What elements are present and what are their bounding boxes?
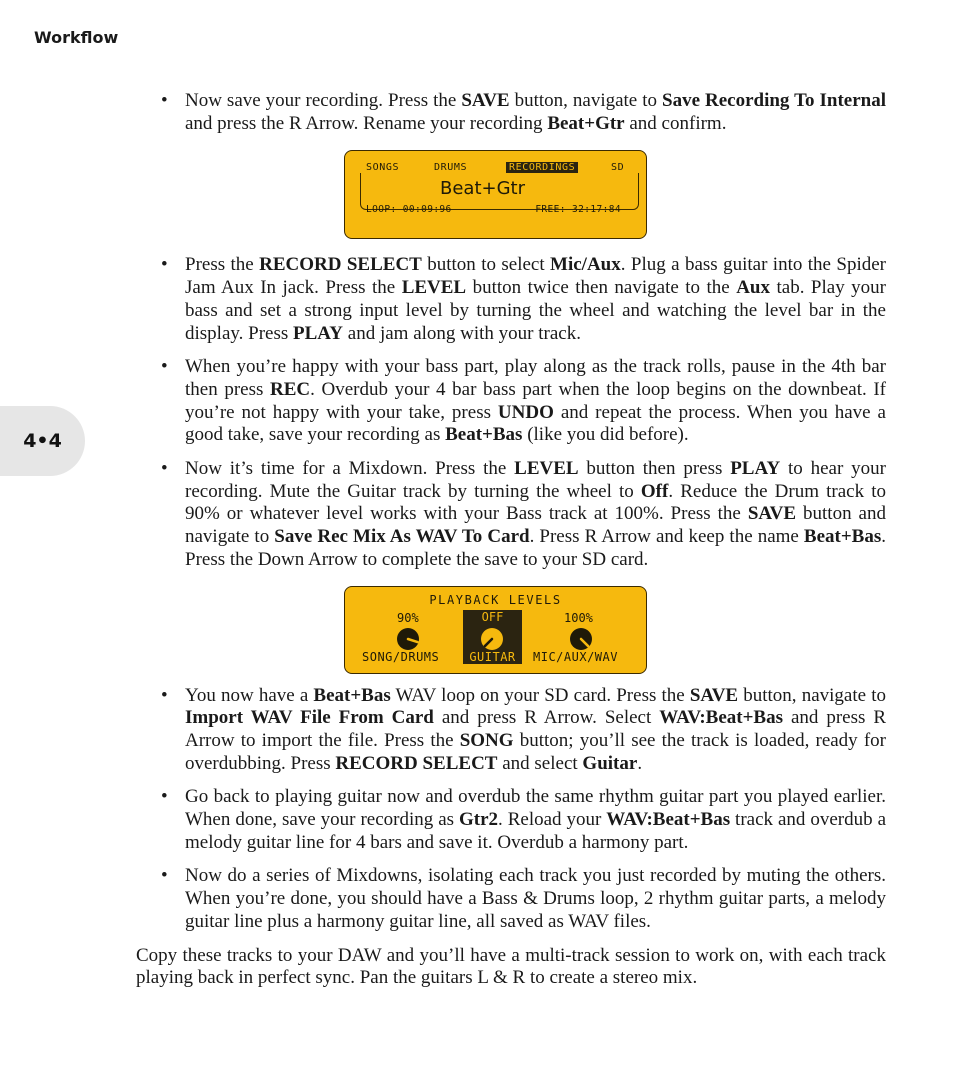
text: to hear your recording. Mute the Guitar track by turning the wheel to: [185, 458, 886, 502]
text: and press the R Arrow. Rename your recording: [185, 112, 548, 134]
text: button to select: [421, 254, 551, 276]
strong: PLAY: [293, 322, 344, 344]
text: button, navigate to: [738, 684, 886, 706]
strong: Gtr2: [458, 809, 499, 831]
strong: Import WAV File From Card: [185, 707, 434, 729]
text: You now have a: [185, 684, 314, 706]
text: button, navigate to: [509, 90, 662, 111]
text: and select: [497, 752, 583, 774]
strong: RECORD SELECT: [335, 752, 498, 774]
text: Go back to playing guitar now and overdub the same rhythm guitar part you played earlier. When done, save your recording as: [185, 786, 886, 831]
text: button and navigate to: [185, 503, 886, 548]
text: When you’re happy with your bass part, play along as the track rolls, pause in the 4th bar then press: [185, 356, 886, 400]
bullet-item: [136, 90, 886, 135]
strong: LEVEL: [514, 458, 579, 480]
channel-value-guitar: OFF: [481, 609, 504, 624]
strong: Aux: [736, 277, 770, 299]
loop-time: LOOP: 00:09:96: [366, 204, 452, 216]
strong: Beat+Gtr: [547, 112, 625, 134]
text: button twice then navigate to the: [466, 277, 737, 299]
bullet-item: [136, 254, 886, 345]
recording-name: Beat+Gtr: [440, 178, 525, 200]
text: Now it’s time for a Mixdown. Press the: [185, 458, 515, 480]
text: button; you’ll see the track is loaded, ready for overdubbing. Press: [185, 729, 886, 774]
text: . Plug a bass guitar into the Spider Jam Aux In jack. Press the: [185, 254, 886, 299]
text: . Reload your: [498, 809, 607, 831]
text: and confirm.: [624, 112, 727, 134]
lcd-tab-sd: SD: [611, 162, 625, 174]
lcd-recordings-screen: [344, 150, 647, 239]
page-number: 4•4: [23, 430, 62, 452]
channel-label-mic-aux-wav: MIC/AUX/WAV: [533, 649, 618, 664]
bullet-dot: •: [161, 356, 168, 378]
bullet-dot: •: [161, 254, 168, 276]
strong: SAVE: [461, 90, 510, 111]
strong: Beat+Bas: [445, 424, 523, 446]
closing-paragraph: Copy these tracks to your DAW and you’ll have a multi-track session to work on, with each track playing back in perfect sync. Pan the guitars L & R to create a stereo mix.: [136, 944, 886, 989]
strong: RECORD SELECT: [259, 254, 422, 276]
strong: SONG: [459, 729, 514, 751]
strong: UNDO: [497, 401, 554, 423]
text: WAV loop on your SD card. Press the: [390, 684, 690, 706]
text: .: [637, 752, 643, 774]
text: . Press R Arrow and keep the name: [529, 526, 804, 548]
playback-levels-title: PLAYBACK LEVELS: [429, 592, 562, 607]
strong: Off: [640, 480, 669, 502]
text: . Reduce the Drum track to 90% or whatever level works with your Bass track at 100%. Press the: [185, 480, 886, 525]
text: tab. Play your bass and set a strong input level by turning the wheel and watching the level bar in the display. Press: [185, 277, 886, 344]
text: and repeat the process. When you have a good take, save your recording as: [185, 401, 886, 446]
strong: Save Recording To Internal: [662, 90, 886, 111]
text: Now do a series of Mixdowns, isolating each track you just recorded by muting the others. When you’re done, you should have a Bass & Drums loop, 2 rhythm guitar parts, a melody guitar line plus a harmony guitar line, all saved as WAV files.: [185, 865, 886, 932]
bullet-dot: •: [161, 458, 168, 480]
lcd-tab-recordings: RECORDINGS: [506, 162, 578, 173]
lcd-tab-songs: SONGS: [366, 162, 400, 174]
lcd-tab-drums: DRUMS: [434, 162, 468, 174]
text: (like you did before).: [522, 424, 689, 446]
text: and press R Arrow to import the file. Press the: [185, 707, 886, 751]
strong: LEVEL: [401, 277, 467, 299]
text: . Press the Down Arrow to complete the save to your SD card.: [185, 526, 886, 570]
channel-label-guitar: GUITAR: [469, 649, 516, 664]
strong: Guitar: [582, 752, 638, 774]
bullet-item: [136, 685, 886, 776]
free-time: FREE: 32:17:84: [535, 204, 621, 216]
bullet-dot: •: [161, 786, 168, 808]
text: and jam along with your track.: [343, 322, 581, 344]
strong: PLAY: [730, 458, 781, 480]
strong: WAV:Beat+Bas: [606, 809, 731, 831]
channel-value-mic-aux-wav: 100%: [564, 610, 593, 625]
page-content: [136, 90, 886, 990]
strong: SAVE: [747, 503, 797, 525]
strong: SAVE: [689, 684, 739, 706]
strong: Beat+Bas: [313, 684, 391, 706]
section-title: Workflow: [34, 28, 119, 47]
bullet-item: [136, 356, 886, 447]
text: track and overdub a melody guitar line for 4 bars and save it. Overdub a harmony part.: [185, 809, 887, 853]
bullet-dot: •: [161, 865, 168, 887]
bullet-item: [136, 458, 886, 572]
strong: REC: [270, 378, 311, 400]
knob-guitar: [479, 626, 505, 652]
lcd-playback-levels-screen: [344, 586, 647, 674]
strong: Beat+Bas: [803, 526, 882, 548]
channel-label-song-drums: SONG/DRUMS: [362, 649, 440, 664]
text: and press R Arrow. Select: [433, 707, 660, 729]
page-number-tab: [0, 406, 85, 476]
bullet-dot: •: [161, 90, 168, 111]
strong: WAV:Beat+Bas: [659, 707, 783, 729]
text: Now save your recording. Press the: [185, 90, 462, 111]
strong: Save Rec Mix As WAV To Card: [274, 526, 530, 548]
strong: Mic/Aux: [550, 254, 621, 276]
knob-mic-aux-wav: [568, 626, 594, 652]
bullet-item: [136, 865, 886, 933]
bullet-item: [136, 786, 886, 854]
text: Press the: [185, 254, 260, 276]
text: . Overdub your 4 bar bass part when the loop begins on the downbeat. If you’re not happy with your take, press: [185, 378, 887, 423]
bullet-dot: •: [161, 684, 168, 706]
text: button then press: [578, 458, 731, 480]
knob-song-drums: [395, 626, 421, 652]
channel-value-song-drums: 90%: [397, 610, 419, 625]
